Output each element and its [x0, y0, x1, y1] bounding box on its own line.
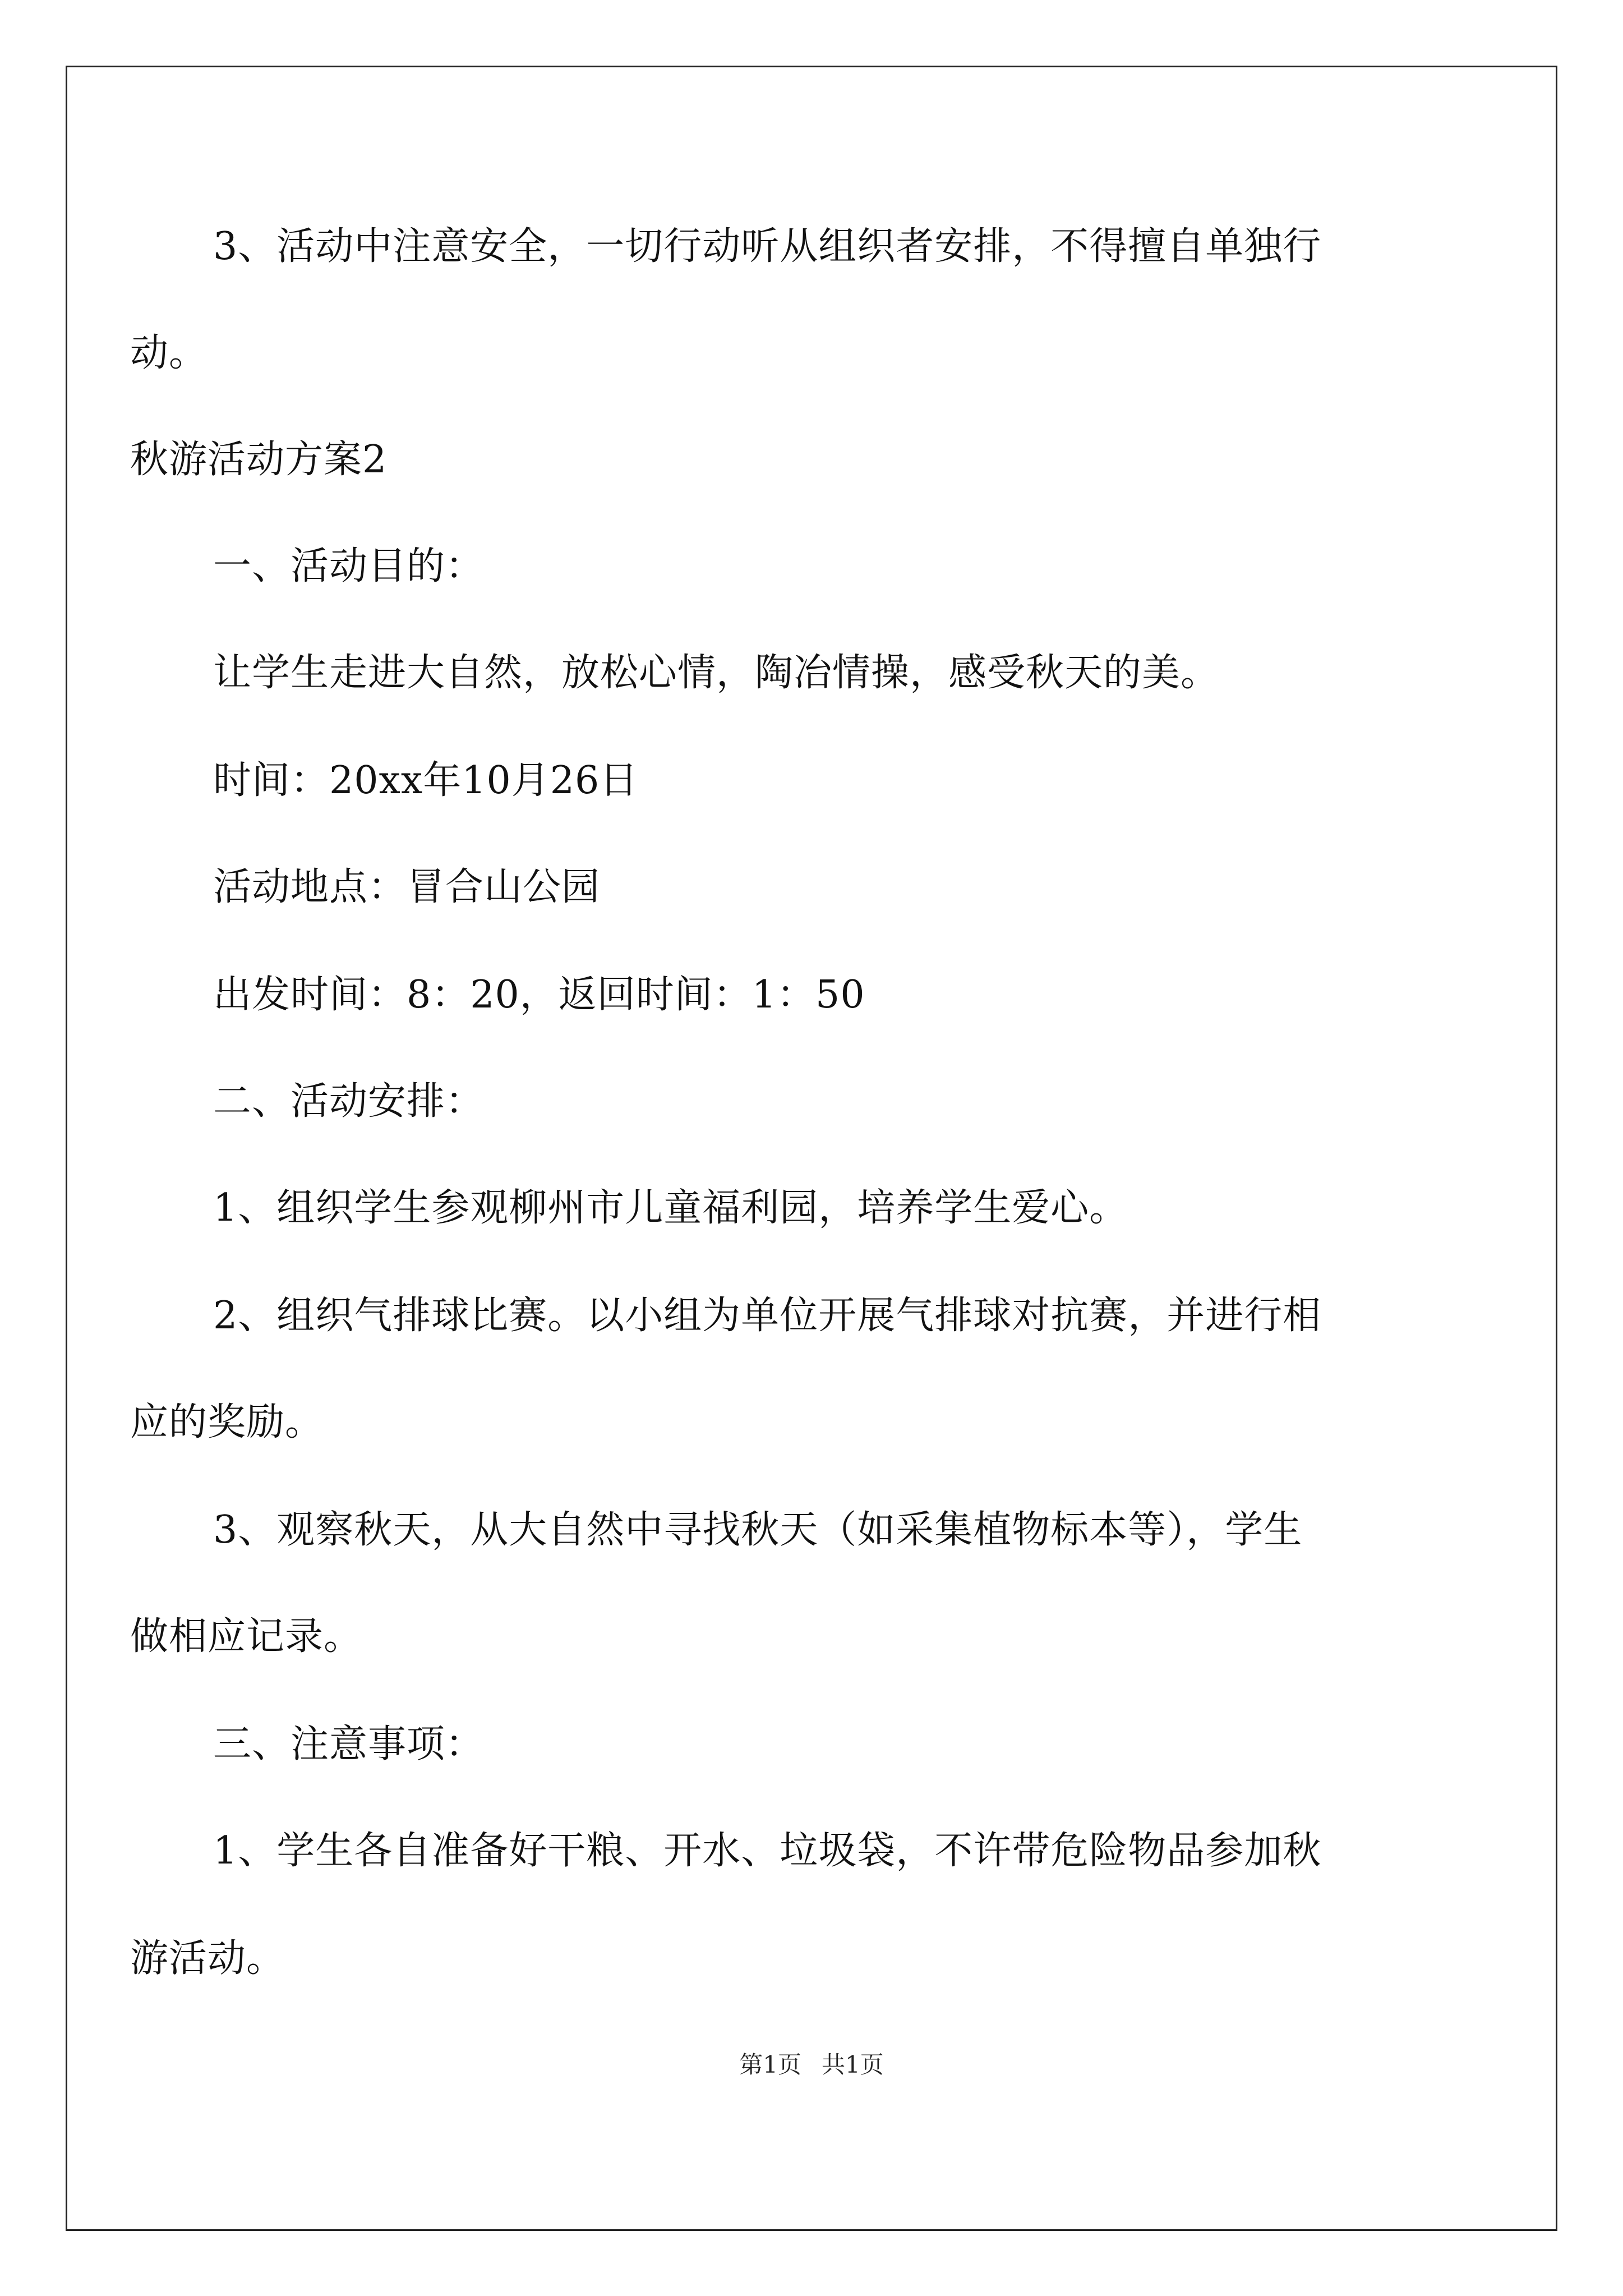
- page-footer: [0, 2051, 1623, 2079]
- paragraph-line: 3、活动中注意安全，一切行动听从组织者安排，不得擅自单独行: [213, 224, 1322, 269]
- paragraph-line: 做相应记录。: [130, 1614, 363, 1659]
- page-frame: [66, 66, 1557, 2231]
- paragraph-line: 时间：20xx年10月26日: [213, 758, 639, 803]
- paragraph-line: 游活动。: [130, 1936, 285, 1981]
- section-heading: 二、活动安排：: [213, 1079, 485, 1124]
- paragraph-line: 让学生走进大自然，放松心情，陶冶情操，感受秋天的美。: [213, 651, 1220, 695]
- paragraph-line: 出发时间：8：20，返回时间：1：50: [213, 973, 865, 1017]
- paragraph-line: 动。: [130, 331, 208, 375]
- paragraph-line: 2、组织气排球比赛。以小组为单位开展气排球对抗赛，并进行相: [213, 1294, 1322, 1338]
- section-heading: 三、注意事项：: [213, 1722, 485, 1766]
- paragraph-line: 应的奖励。: [130, 1400, 324, 1444]
- paragraph-line: 3、观察秋天，从大自然中寻找秋天（如采集植物标本等），学生: [213, 1508, 1303, 1552]
- paragraph-line: 1、组织学生参观柳州市儿童福利园，培养学生爱心。: [213, 1186, 1128, 1230]
- paragraph-line: 活动地点：冒合山公园: [213, 865, 601, 909]
- section-heading: 一、活动目的：: [213, 544, 485, 588]
- page-number: 第1页: [739, 2051, 801, 2078]
- paragraph-line: 1、学生各自准备好干粮、开水、垃圾袋，不许带危险物品参加秋: [213, 1829, 1322, 1873]
- section-title: 秋游活动方案2: [130, 438, 388, 482]
- page-total: 共1页: [822, 2051, 884, 2078]
